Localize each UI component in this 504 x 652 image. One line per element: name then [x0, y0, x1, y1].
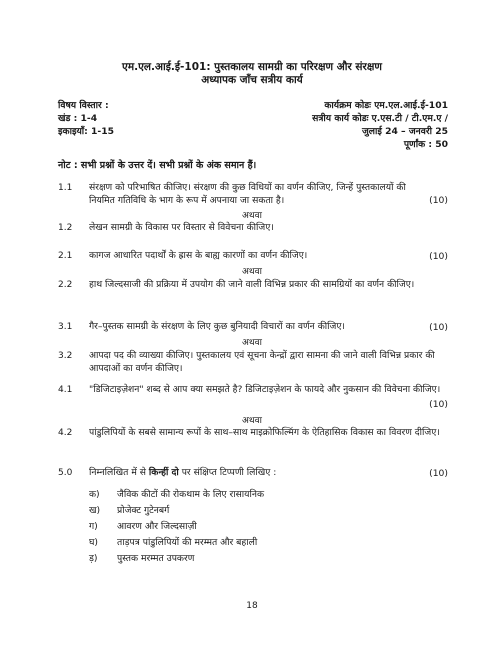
course-title: एम.एल.आई.ई-101: पुस्तकालय सामग्री का परिरक्षण और संरक्षण: [122, 61, 382, 73]
question-marks: (10): [429, 468, 448, 479]
question-number: 3.1: [58, 322, 73, 332]
question-text: गैर–पुस्तक सामग्री के संरक्षण के लिए कुछ बुनियादी विचारों का वर्णन कीजिए।: [89, 321, 345, 332]
question-number: 1.2: [58, 223, 73, 233]
question-number: 4.2: [58, 428, 73, 438]
question-marks: (10): [429, 322, 448, 333]
option-text: जैविक कीटों की रोकथाम के लिए रासायनिक: [117, 489, 265, 500]
question-text: हाथ जिल्दसाजी की प्रक्रिया में उपयोग की जाने वाली विभिन्न प्रकार की सामग्रियों का वर्णन कीजिए।: [89, 279, 415, 290]
meta-programme-code: कार्यक्रम कोडः एम.एल.आई.ई-101: [324, 100, 448, 111]
option-key: क): [89, 489, 100, 500]
meta-units: इकाइयाँ: 1-15: [58, 126, 115, 137]
question-text: कागज आधारित पदार्थों के ह्रास के बाह्य कारणों का वर्णन कीजिए।: [89, 250, 308, 261]
assignment-subtitle: अध्यापक जाँच सत्रीय कार्य: [201, 74, 303, 86]
question-marks: (10): [429, 399, 448, 410]
question-text: आपदा पद की व्याख्या कीजिए। पुस्तकालय एवं सूचना केन्द्रों द्वारा सामना की जाने वाली विभिन्न प्रकार की आपदाओं का वर्णन कीजिए।: [89, 350, 435, 375]
question-text: निम्नलिखित में से किन्हीं दो पर संक्षिप्त टिप्पणी लिखिए :: [89, 467, 277, 478]
question-number: 2.2: [58, 280, 73, 290]
option-text: ताड़पत्र पांडुलिपियों की मरम्मत और बहाली: [117, 537, 258, 548]
page-number: 18: [246, 601, 258, 611]
question-text: पांडुलिपियों के सबसे सामान्य रूपों के साथ–साथ माइक्रोफिल्मिंग के ऐतिहासिक विकास का विवरण दीजिए।: [89, 427, 440, 438]
option-key: ड़): [89, 553, 98, 564]
option-text: प्रोजेक्ट गुटेनबर्ग: [117, 505, 170, 516]
question-marks: (10): [429, 251, 448, 262]
option-text: आवरण और जिल्दसाज़ी: [117, 521, 197, 532]
meta-session: जुलाई 24 – जनवरी 25: [361, 126, 448, 137]
question-number: 4.1: [58, 385, 73, 395]
meta-assignment-code: सत्रीय कार्य कोडः ए.एस.टी / टी.एम.ए /: [312, 113, 448, 124]
option-text: पुस्तक मरम्मत उपकरण: [117, 553, 195, 564]
question-text: संरक्षण को परिभाषित कीजिए। संरक्षण की कुछ विधियों का वर्णन कीजिए, जिन्हें पुस्तकालयों की नियमित गतिविधि के भाग के रूप में अपनाया जा सकता है।: [89, 182, 406, 207]
question-number: 1.1: [58, 183, 73, 193]
meta-block: खंड : 1-4: [58, 113, 98, 124]
option-key: ग): [89, 521, 98, 532]
question-number: 5.0: [58, 468, 73, 478]
question-number: 3.2: [58, 351, 73, 361]
or-separator: अथवा: [242, 267, 262, 277]
or-separator: अथवा: [242, 338, 262, 348]
question-number: 2.1: [58, 251, 73, 261]
question-text: "डिजिटाइज़ेशन" शब्द से आप क्या समझते है? डिजिटाइज़ेशन के फायदे और नुकसान की विवेचना कीजिए।: [89, 384, 441, 395]
option-key: घ): [89, 537, 99, 548]
or-separator: अथवा: [242, 211, 262, 221]
or-separator: अथवा: [242, 416, 262, 426]
meta-max-marks: पूर्णांक : 50: [403, 139, 448, 150]
question-marks: (10): [429, 195, 448, 206]
question-text: लेखन सामग्री के विकास पर विस्तार से विवेचना कीजिए।: [89, 222, 274, 233]
instructions-note: नोट : सभी प्रश्नों के उत्तर दें। सभी प्रश्नों के अंक समान हैं।: [58, 160, 257, 171]
option-key: ख): [89, 505, 101, 516]
meta-subject: विषय विस्तार :: [58, 100, 109, 111]
